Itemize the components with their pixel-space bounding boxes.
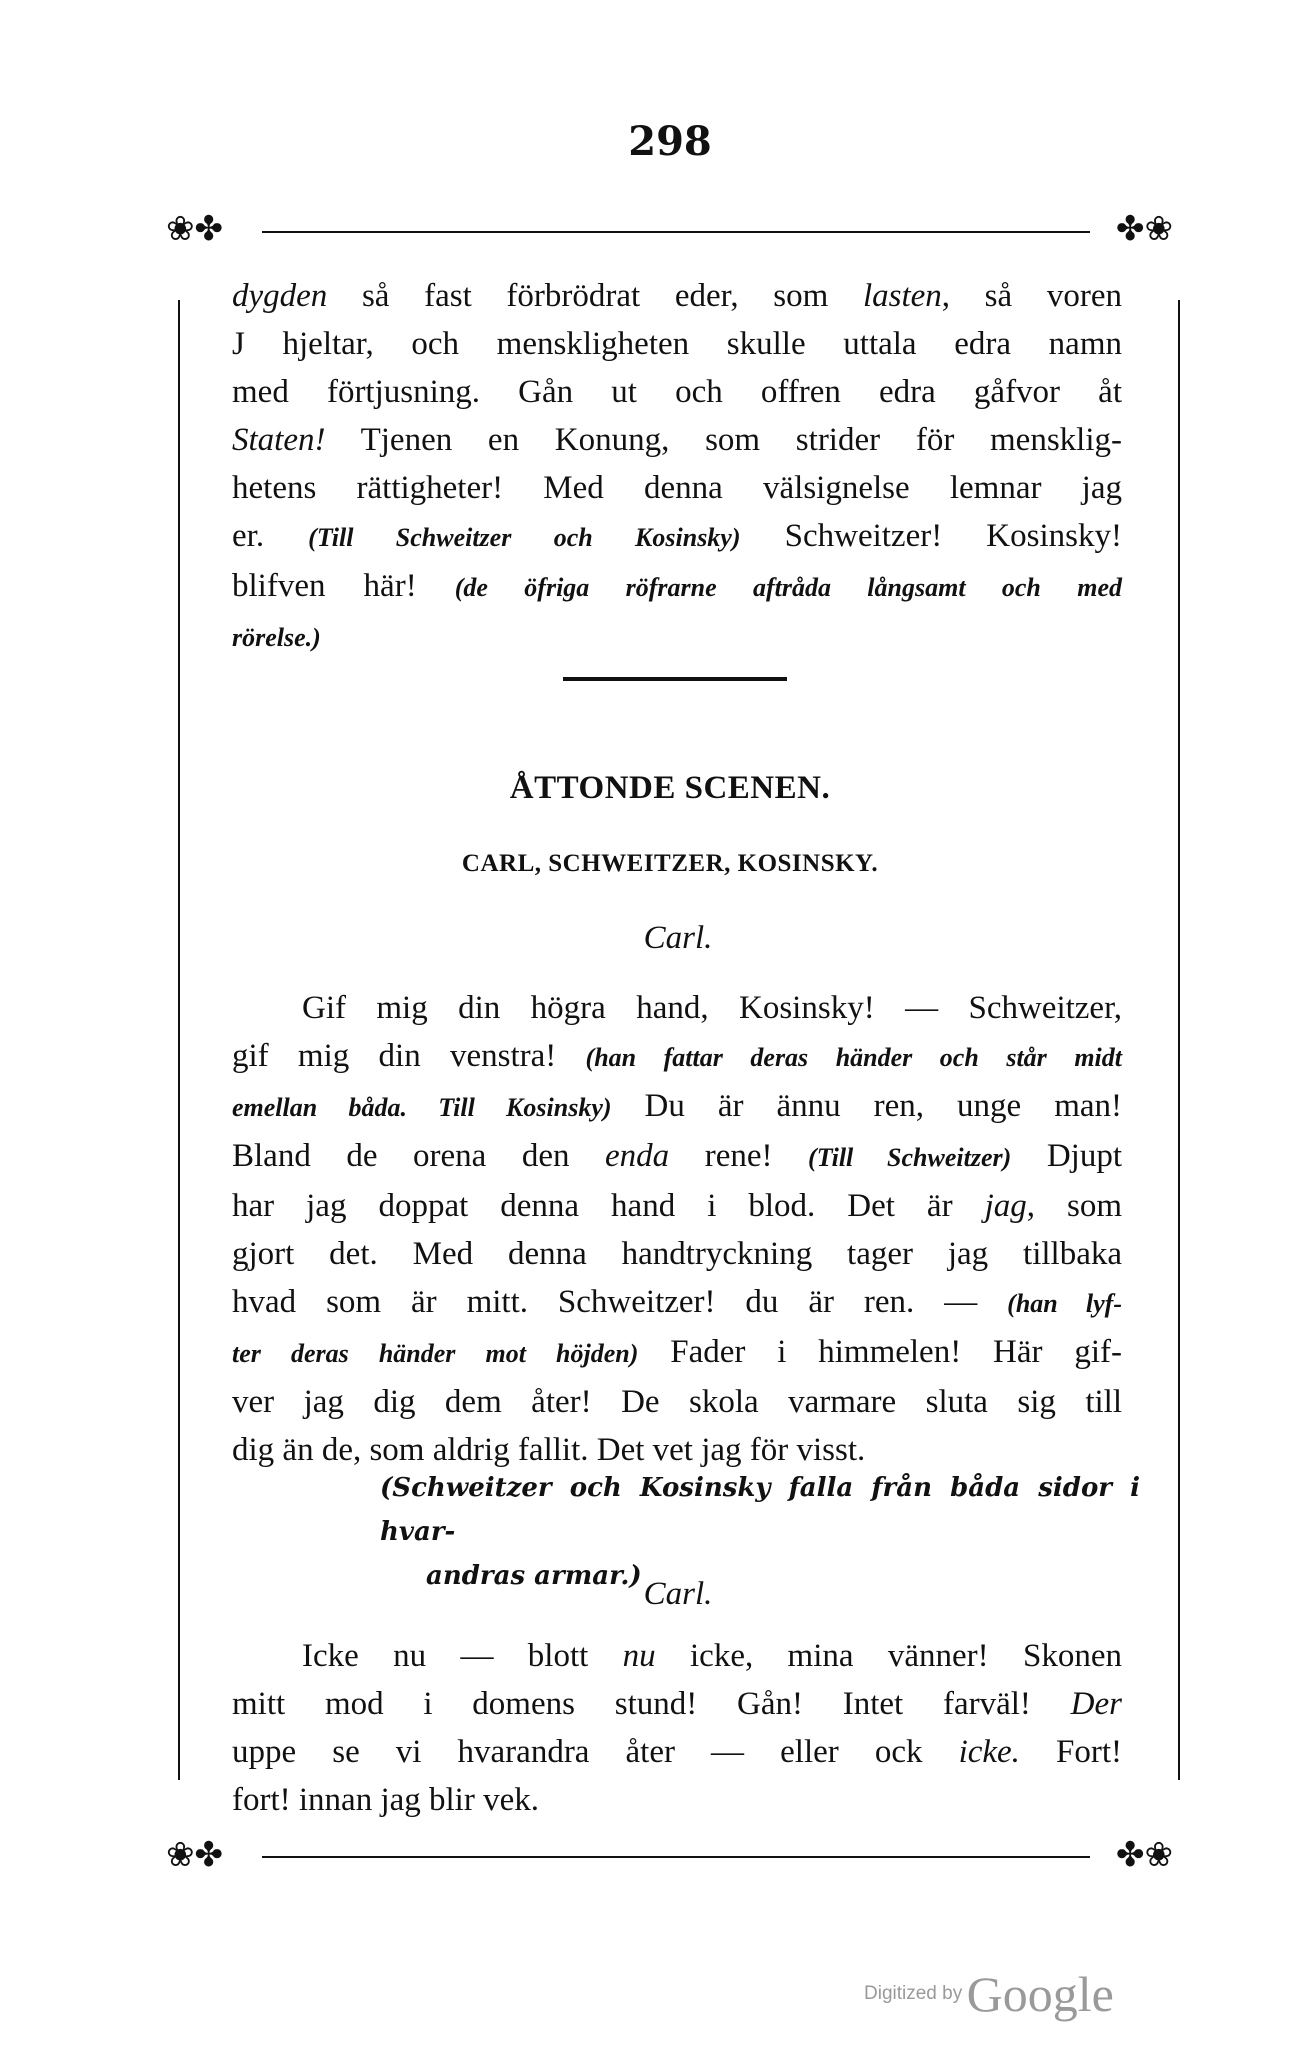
bottom-left-ornament-icon: ❀✤ bbox=[166, 1835, 223, 1875]
body-text: så fast förbrödrat eder, som bbox=[327, 278, 863, 314]
body-text: er. bbox=[232, 518, 309, 554]
frame-bottom-rule bbox=[262, 1856, 1090, 1858]
frame-right-rule bbox=[1178, 300, 1180, 1780]
top-right-ornament-icon: ✤❀ bbox=[1116, 209, 1173, 249]
body-text: Icke nu — blott bbox=[302, 1638, 623, 1674]
text-line bbox=[232, 1230, 1122, 1278]
emphasis-text: icke. bbox=[958, 1734, 1020, 1770]
stage-direction-text: ter deras händer mot höjden) bbox=[232, 1339, 639, 1368]
emphasis-text: lasten bbox=[862, 278, 942, 314]
body-text: uppe se vi hvarandra åter — eller ock bbox=[232, 1734, 959, 1770]
text-line bbox=[232, 1132, 1122, 1182]
top-passage bbox=[232, 272, 1122, 662]
speaker-name: Carl. bbox=[643, 920, 713, 956]
text-line bbox=[232, 1776, 1122, 1824]
body-text: hvad som är mitt. Schweitzer! du är ren. — bbox=[232, 1284, 1008, 1320]
text-line bbox=[232, 1032, 1122, 1082]
page-number: 298 bbox=[628, 118, 712, 165]
emphasis-text: jag bbox=[984, 1188, 1027, 1224]
text-line bbox=[232, 562, 1122, 612]
stage-direction-text: emellan båda. Till Kosinsky) bbox=[232, 1093, 612, 1122]
text-line bbox=[232, 272, 1122, 320]
text-line bbox=[232, 1632, 1122, 1680]
body-text: hetens rättigheter! Med denna välsignelse lemnar jag bbox=[232, 470, 1122, 506]
stage-direction-text: (Till Schweitzer och Kosinsky) bbox=[308, 523, 741, 552]
cast-list: CARL, SCHWEITZER, KOSINSKY. bbox=[461, 850, 879, 877]
google-logo: Google bbox=[966, 1966, 1114, 2022]
text-line bbox=[232, 368, 1122, 416]
body-text: har jag doppat denna hand i blod. Det är bbox=[232, 1188, 985, 1224]
emphasis-text: dygden bbox=[232, 278, 328, 314]
body-text: Du är ännu ren, unge man! bbox=[611, 1088, 1123, 1124]
text-line bbox=[232, 512, 1122, 562]
body-text: gif mig din venstra! bbox=[232, 1038, 586, 1074]
stage-direction-line: (Schweitzer och Kosinsky falla från båda sidor i hvar- bbox=[380, 1473, 1140, 1547]
text-line bbox=[232, 1278, 1122, 1328]
body-text: Tjenen en Konung, som strider för mensklig- bbox=[325, 422, 1122, 458]
body-text: , så voren bbox=[941, 278, 1122, 314]
speaker-name: Carl. bbox=[643, 1576, 713, 1612]
bottom-right-ornament-icon: ✤❀ bbox=[1116, 1835, 1173, 1875]
body-text: Fort! bbox=[1019, 1734, 1122, 1770]
top-left-ornament-icon: ❀✤ bbox=[166, 209, 223, 249]
body-text: fort! innan jag blir vek. bbox=[232, 1782, 539, 1818]
section-rule bbox=[563, 677, 787, 681]
watermark-prefix: Digitized by bbox=[864, 1983, 963, 2004]
text-line bbox=[232, 416, 1122, 464]
body-text: Fader i himmelen! Här gif- bbox=[638, 1334, 1122, 1370]
stage-direction-text: rörelse.) bbox=[232, 623, 321, 652]
stage-direction-text: (Till Schweitzer) bbox=[808, 1143, 1012, 1172]
text-line bbox=[232, 464, 1122, 512]
speech-carl-2 bbox=[232, 1632, 1122, 1824]
stage-direction-text: (han lyf- bbox=[1007, 1289, 1122, 1318]
speech-carl-1 bbox=[232, 984, 1122, 1474]
body-text: gjort det. Med denna handtryckning tager jag tillbaka bbox=[232, 1236, 1122, 1272]
emphasis-text: enda bbox=[605, 1138, 670, 1174]
body-text: blifven här! bbox=[232, 568, 455, 604]
body-text: Gif mig din högra hand, Kosinsky! — Schweitzer, bbox=[302, 990, 1122, 1026]
text-line bbox=[232, 1728, 1122, 1776]
emphasis-text: nu bbox=[622, 1638, 656, 1674]
body-text: Schweitzer! Kosinsky! bbox=[740, 518, 1122, 554]
stage-direction-text: (han fattar deras händer och står midt bbox=[585, 1043, 1122, 1072]
digitized-watermark bbox=[864, 1965, 1114, 2023]
scene-title: ÅTTONDE SCENEN. bbox=[509, 770, 831, 806]
body-text: rene! bbox=[669, 1138, 809, 1174]
text-line bbox=[232, 1378, 1122, 1426]
frame-left-rule bbox=[178, 300, 180, 1780]
text-line bbox=[232, 984, 1122, 1032]
text-line bbox=[232, 320, 1122, 368]
frame-top-rule bbox=[262, 231, 1090, 233]
body-text: dig än de, som aldrig fallit. Det vet jag för visst. bbox=[232, 1432, 866, 1468]
body-text: Bland de orena den bbox=[232, 1138, 606, 1174]
text-line bbox=[232, 1082, 1122, 1132]
body-text: Djupt bbox=[1011, 1138, 1122, 1174]
emphasis-text: Staten! bbox=[232, 422, 326, 458]
body-text: icke, mina vänner! Skonen bbox=[655, 1638, 1122, 1674]
text-line bbox=[232, 1328, 1122, 1378]
body-text: mitt mod i domens stund! Gån! Intet farväl! bbox=[232, 1686, 1071, 1722]
body-text: J hjeltar, och menskligheten skulle uttala edra namn bbox=[232, 326, 1122, 362]
text-line bbox=[232, 1680, 1122, 1728]
text-line bbox=[232, 612, 1122, 662]
stage-direction-line: andras armar.) bbox=[426, 1561, 642, 1591]
body-text: , som bbox=[1026, 1188, 1123, 1224]
emphasis-text: Der bbox=[1070, 1686, 1122, 1722]
stage-direction-text: (de öfriga röfrarne aftråda långsamt och med bbox=[454, 573, 1122, 602]
text-line bbox=[232, 1182, 1122, 1230]
body-text: ver jag dig dem åter! De skola varmare sluta sig till bbox=[232, 1384, 1122, 1420]
body-text: med förtjusning. Gån ut och offren edra gåfvor åt bbox=[232, 374, 1122, 410]
